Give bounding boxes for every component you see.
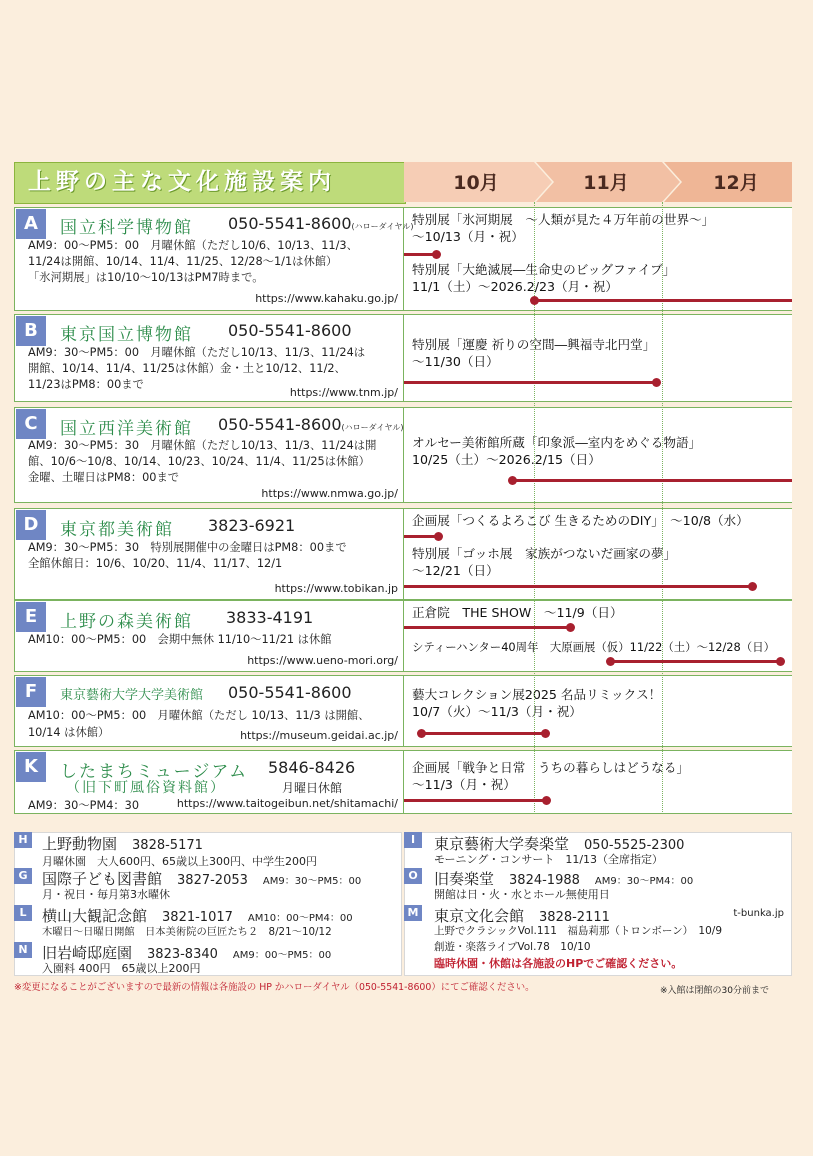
facility-name: 東京国立博物館 [60,325,193,345]
timeline-end-dot [652,378,661,387]
facility-phone: 050-5541-8600 [228,321,352,340]
facility-phone: 050-5541-8600 [228,683,352,702]
timeline-bar [404,585,752,588]
event-text: 企画展「つくるよろこび 生きるためのDIY」 〜10/8（水） [412,513,749,528]
timeline-bar [421,732,545,735]
facility-name: 上野動物園 3828-5171 [42,835,203,853]
facility-info: 木曜日〜日曜日開館 日本美術院の巨匠たち２ 8/21〜10/12 [42,926,332,938]
timeline-bar [534,299,792,302]
facility-name: したまちミュージアム [60,762,249,782]
facility-url[interactable]: https://www.tnm.jp/ [289,386,398,399]
facility-name: 横山大観記念館 3821-1017 AM10：00〜PM4：00 [42,907,353,925]
event-text: 藝大コレクション展2025 名品リミックス！ 10/7（火）〜11/3（月・祝） [412,687,662,719]
facility-info: AM9：30〜PM5：30 月曜休館（ただし10/13、11/3、11/24は開 館、10/6〜10/8、10/14、10/23、10/24、11/4、11/25は休館） 金曜、土曜日はPM8：00まで [28,439,377,484]
page-title: 上野の主な文化施設案内 [28,169,336,195]
facility-name: 国立西洋美術館 [60,419,193,439]
facility-name: 国際子ども図書館 3827-2053 AM9：30〜PM5：00 [42,870,362,888]
timeline-bar [404,535,438,538]
letter-badge: M [404,905,422,921]
letter-badge: B [16,316,46,346]
letter-badge: C [16,409,46,439]
facility-phone: 3823-6921 [208,516,296,535]
facility-name: 上野の森美術館 [60,612,193,632]
letter-badge: G [14,868,32,884]
timeline-end-dot [748,582,757,591]
facility-name: 旧奏楽堂 3824-1988 AM9：30〜PM4：00 [434,870,694,888]
facility-url[interactable]: https://www.taitogeibun.net/shitamachi/ [176,797,398,810]
timeline-end-dot [542,796,551,805]
facility-info: 10/14 は休館） [28,726,110,739]
footer-note: ※変更になることがございますので最新の情報は各施設の HP かハローダイヤル（050-5541-8600）にてご確認ください。 [14,982,535,993]
facility-phone: 050-5541-8600(ハローダイヤル) [218,415,404,434]
facility-info: 上野でクラシックVol.111 福島莉那（トロンボーン） 10/9 [434,925,722,937]
facility-url[interactable]: https://www.ueno-mori.org/ [247,654,398,667]
facility-former-name: （旧下町風俗資料館） [66,780,226,796]
facility-info: 月曜休園 大人600円、65歳以上300円、中学生200円 [42,855,317,868]
facility-info: 開館は日・火・水とホール無使用日 [434,888,610,901]
facility-name: 東京文化会館 3828-2111 [434,907,610,925]
month-oct: 10月 [453,172,499,194]
timeline-bar [404,799,546,802]
facility-phone: 5846-8426 [268,758,356,777]
facility-name: 東京都美術館 [60,520,174,540]
facility-name: 国立科学博物館 [60,218,193,238]
event-text: 企画展「戦争と日常 うちの暮らしはどうなる」 〜11/3（月・祝） [412,760,690,792]
timeline-end-dot [432,250,441,259]
facility-info: 入園料 400円 65歳以上200円 [42,962,201,975]
facility-name: 旧岩崎邸庭園 3823-8340 AM9：00〜PM5：00 [42,944,332,962]
facility-name: 東京藝術大学奏楽堂 050-5525-2300 [434,835,685,853]
letter-badge: E [16,602,46,632]
letter-badge: O [404,868,422,884]
month-divider [662,202,663,812]
facility-url[interactable]: https://www.tobikan.jp [274,582,398,595]
facility-info: AM9：30〜PM5：00 月曜休館（ただし10/13、11/3、11/24は 開館、10/14、11/4、11/25は休館）金・土と10/12、11/2、 11/23はPM8：00まで [28,346,366,391]
notice-text: 臨時休園・休館は各施設のHPでご確認ください。 [434,957,683,970]
event-text: 特別展「ゴッホ展 家族がつないだ画家の夢」 〜12/21（日） [412,546,677,578]
facility-info: AM10：00〜PM5：00 会期中無休 11/10〜11/21 は休館 [28,633,332,646]
letter-badge: N [14,942,32,958]
timeline-bar [512,479,792,482]
facility-phone: 3833-4191 [226,608,314,627]
timeline-end-dot [566,623,575,632]
month-divider [534,202,535,812]
timeline-end-dot [541,729,550,738]
timeline-bar [404,381,656,384]
timeline-bar [404,626,570,629]
event-text: 特別展「氷河期展 〜人類が見た４万年前の世界〜」 〜10/13（月・祝） [412,212,715,244]
letter-badge: H [14,832,32,848]
facility-info: モーニング・コンサート 11/13（全席指定） [434,853,664,866]
facility-url[interactable]: https://www.kahaku.go.jp/ [255,292,398,305]
facility-url[interactable]: https://museum.geidai.ac.jp/ [240,729,398,742]
facility-info: 月・祝日・毎月第3水曜休 [42,888,170,901]
facility-info: AM10：00〜PM5：00 月曜休館（ただし 10/13、11/3 は開館、 [28,709,370,722]
timeline-bar [610,660,780,663]
event-text: 特別展「運慶 祈りの空間―興福寺北円堂」 〜11/30（日） [412,337,656,369]
letter-badge: D [16,510,46,540]
letter-badge: F [16,677,46,707]
month-nov: 11月 [583,172,629,194]
letter-badge: K [16,752,46,782]
letter-badge: A [16,209,46,239]
facility-name: 東京藝術大学大学美術館 [60,688,204,703]
month-dec: 12月 [713,172,759,194]
facility-url[interactable]: https://www.nmwa.go.jp/ [261,487,398,500]
event-text: 特別展「大絶滅展―生命史のビッグファイブ」 11/1（土）〜2026.2/23（月・祝） [412,262,676,294]
letter-badge: I [404,832,422,848]
event-text: シティーハンター40周年 大原画展（仮）11/22（土）〜12/28（日） [412,640,775,654]
facility-phone: 050-5541-8600(ハローダイヤル) [228,214,414,233]
facility-info: AM9：30〜PM4：30 [28,799,140,812]
timeline-end-dot [776,657,785,666]
facility-info: 創遊・楽落ライブVol.78 10/10 [434,941,591,953]
facility-url[interactable]: t-bunka.jp [733,908,784,919]
facility-info: AM9：00〜PM5：00 月曜休館（ただし10/6、10/13、11/3、 11/24は開館、10/14、11/4、11/25、12/28〜1/1は休館） 「氷河期展」は10/10〜10/13はPM7時まで。 [28,239,358,284]
timeline-end-dot [434,532,443,541]
footer-note-admission: ※入館は閉館の30分前まで [660,986,769,996]
facility-info: AM9：30〜PM5：30 特別展開催中の金曜日はPM8：00まで 全館休館日：10/6、10/20、11/4、11/17、12/1 [28,541,347,570]
event-text: 正倉院 THE SHOW 〜11/9（日） [412,605,623,620]
letter-badge: L [14,905,32,921]
event-text: オルセー美術館所蔵「印象派―室内をめぐる物語」 10/25（土）〜2026.2/15（日） [412,435,702,467]
facility-closed-day: 月曜日休館 [282,781,343,795]
